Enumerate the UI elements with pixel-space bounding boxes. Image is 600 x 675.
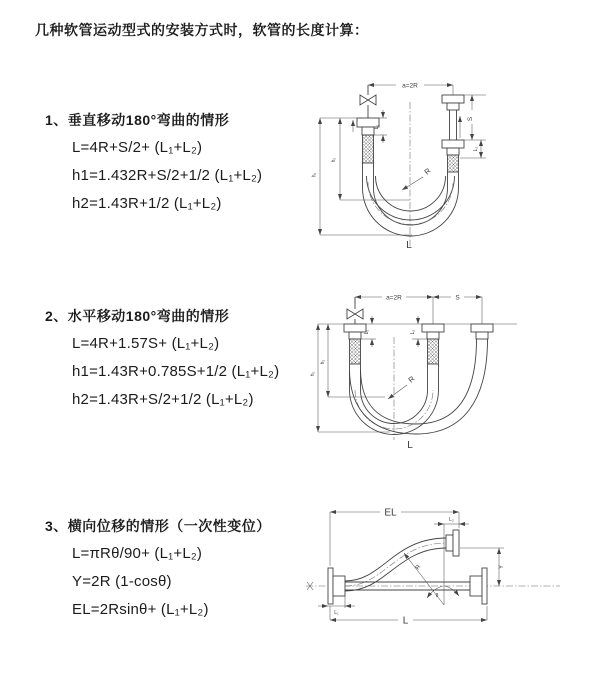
- dim-label-l2: L₂: [410, 329, 416, 335]
- formula-line: L=4R+S/2+ (L₁+L₂): [72, 139, 203, 156]
- dim-label-a2r: a=2R: [402, 82, 418, 90]
- left-flange: [328, 568, 345, 604]
- dim-label-l1: L₁: [374, 124, 380, 130]
- hose-displaced-position: [345, 538, 447, 591]
- dimension-el: [330, 508, 459, 567]
- formula-line: L=4R+1.57S+ (L₁+L₂): [72, 335, 220, 352]
- valve-icon: [360, 85, 376, 118]
- dimension-l1: [361, 316, 376, 347]
- dimension-s: [460, 95, 486, 158]
- dim-label-h2: h₂: [320, 359, 326, 365]
- formula-line: h1=1.432R+S/2+1/2 (L₁+L₂): [72, 167, 263, 184]
- dimension-a2r-s: [355, 295, 482, 325]
- valve-icon: [347, 297, 363, 324]
- right-flange-original: [470, 568, 487, 604]
- dim-label-h1: h₁: [311, 172, 318, 178]
- radius-callout: [388, 374, 417, 399]
- left-pipe-fitting: [357, 118, 379, 163]
- dimension-l2: [434, 517, 469, 524]
- formula-line: Y=2R (1-cosθ): [72, 573, 172, 590]
- dimension-l1: [318, 596, 355, 616]
- dim-label-r: R: [422, 166, 433, 177]
- dim-label-h2: h₂: [331, 157, 337, 163]
- diagram-lateral-displacement: [300, 498, 600, 663]
- dim-label-l1: L₁: [364, 329, 370, 335]
- dim-label-l: L: [407, 440, 413, 451]
- dim-label-l: L: [402, 615, 409, 627]
- dimension-l: [330, 606, 487, 627]
- dimension-h: [312, 118, 413, 235]
- dim-label-r: R: [414, 564, 423, 572]
- dim-label-l2: L₂: [449, 517, 454, 523]
- formula-line: h2=1.43R+1/2 (L₁+L₂): [72, 195, 222, 212]
- hose-bends: [363, 163, 459, 236]
- section-2-heading: 2、水平移动180°弯曲的情形: [45, 308, 230, 324]
- formula-line: h1=1.43R+0.785S+1/2 (L₁+L₂): [72, 363, 280, 380]
- right-pipe-fitting: [442, 95, 464, 172]
- dim-label-s: S: [467, 116, 474, 122]
- formula-line: h2=1.43R+S/2+1/2 (L₁+L₂): [72, 391, 254, 408]
- section-1-heading: 1、垂直移动180°弯曲的情形: [45, 112, 230, 128]
- dim-label-l2: L₂: [473, 146, 479, 152]
- formula-line: L=πRθ/90+ (L₁+L₂): [72, 545, 203, 562]
- dim-label-el: EL: [384, 507, 397, 519]
- dim-label-y: Y: [499, 564, 505, 570]
- diagram-horizontal-movement: [310, 282, 600, 457]
- dimension-l1: [374, 110, 387, 143]
- dim-label-a2r: a=2R: [386, 294, 402, 302]
- dim-label-r: R: [406, 374, 417, 385]
- dimension-a2r: [368, 83, 453, 96]
- diagram-vertical-movement: [310, 70, 600, 260]
- hose-bends: [350, 339, 488, 435]
- dim-label-l1: L₁: [334, 610, 339, 616]
- section-3-heading: 3、横向位移的情形（一次性变位）: [45, 518, 271, 534]
- dim-label-theta: θ: [435, 593, 439, 599]
- dim-label-l: L: [406, 240, 412, 251]
- dim-label-s: S: [455, 294, 460, 302]
- radius-callout: [402, 166, 433, 190]
- upper-flange-displaced: [446, 530, 459, 556]
- dim-label-h1: h₁: [310, 371, 316, 377]
- formula-line: EL=2Rsinθ+ (L₁+L₂): [72, 601, 209, 618]
- page-title: 几种软管运动型式的安装方式时，软管的长度计算：: [35, 22, 369, 38]
